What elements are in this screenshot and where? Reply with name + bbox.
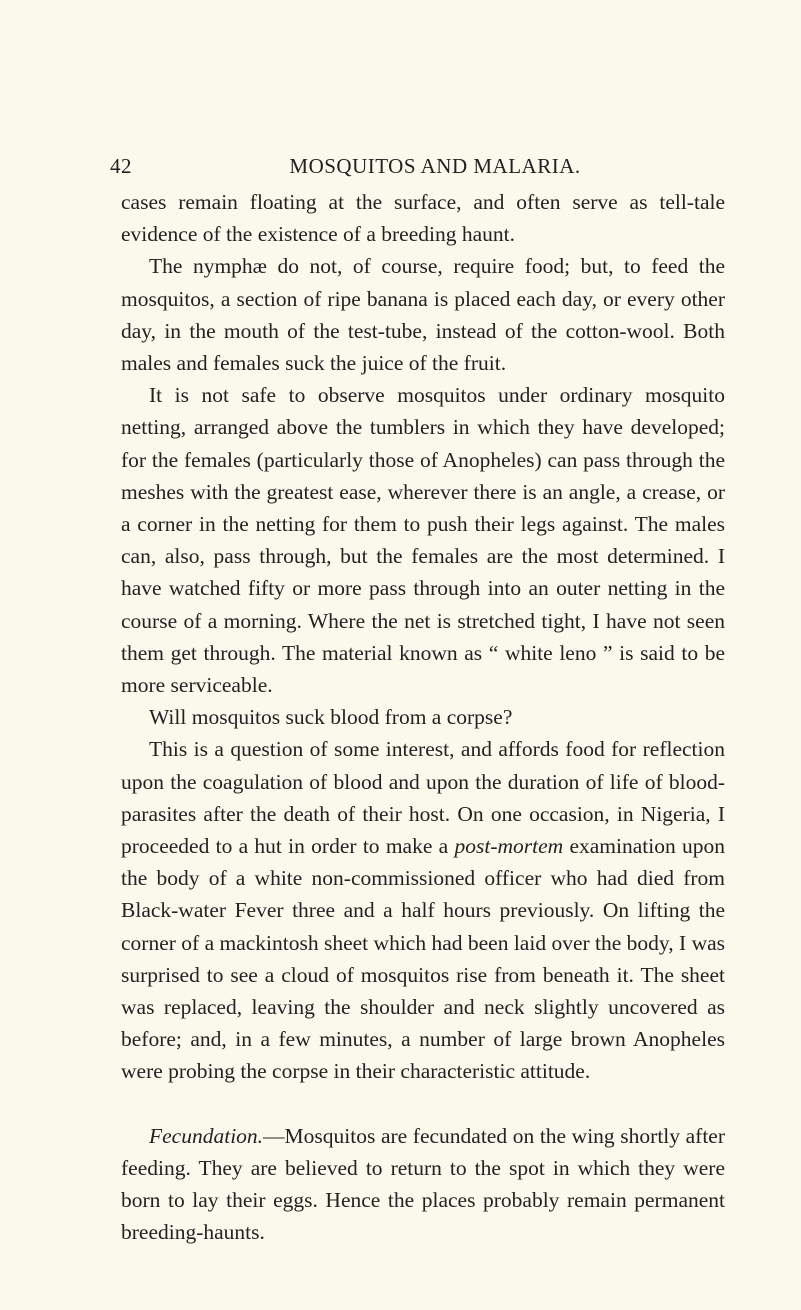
running-head (110, 154, 730, 182)
paragraph-corpse-answer (121, 733, 725, 1087)
running-title: MOSQUITOS AND MALARIA. (289, 154, 581, 178)
paragraph-corpse-answer-part1: This is a question of some interest, and affords food for reflection upon the coagulation of blood and upon the duration of life of blood-parasites after the death of their host. On one occasion, in Nigeria, I proceeded to a hut in order to make a (121, 737, 725, 859)
fecundation-text: —Mosquitos are fecundated on the wing shortly after feeding. They are believed to return to the spot in which they were born to lay their eggs. Hence the places probably remain permanent breeding-haunts. (121, 1123, 725, 1245)
paragraph-fecundation (121, 1120, 725, 1249)
paragraph-corpse-answer-part2: examination upon the body of a white non-commissioned officer who had died from Black-water Fever three and a half hours previously. On lifting the corner of a mackintosh sheet which had been laid over the body, I was surprised to see a cloud of mosquitos rise from beneath it. The sheet was replaced, leaving the shoulder and neck slightly uncovered as before; and, in a few minutes, a number of large brown Anopheles were probing the corpse in their characteristic attitude. (121, 834, 726, 1084)
fecundation-heading: Fecundation. (149, 1123, 264, 1148)
post-mortem-italic: post-mortem (454, 834, 564, 859)
page-number: 42 (110, 154, 132, 178)
paragraph-nymphae-feeding: The nymphæ do not, of course, require food; but, to feed the mosquitos, a section of ripe banana is placed each day, or every other day, in the mouth of the test-tube, instead of the cotton-wool. Both males and females suck the juice of the fruit. (121, 254, 725, 376)
body-text (121, 186, 725, 1249)
paragraph-mosquito-netting: It is not safe to observe mosquitos under ordinary mosquito netting, arranged above the tumblers in which they have developed; for the females (particularly those of Anopheles) can pass through the meshes with the greatest ease, wherever there is an angle, a crease, or a corner in the netting for them to push their legs against. The males can, also, pass through, but the females are the most determined. I have watched fifty or more pass through into an outer netting in the course of a morning. Where the net is stretched tight, I have not seen them get through. The material known as “ white leno ” is said to be more serviceable. (121, 383, 725, 698)
paragraph-corpse-question: Will mosquitos suck blood from a corpse? (149, 705, 513, 730)
paragraph-continuation: cases remain floating at the surface, and often serve as tell-tale evidence of the existence of a breeding haunt. (121, 190, 725, 247)
